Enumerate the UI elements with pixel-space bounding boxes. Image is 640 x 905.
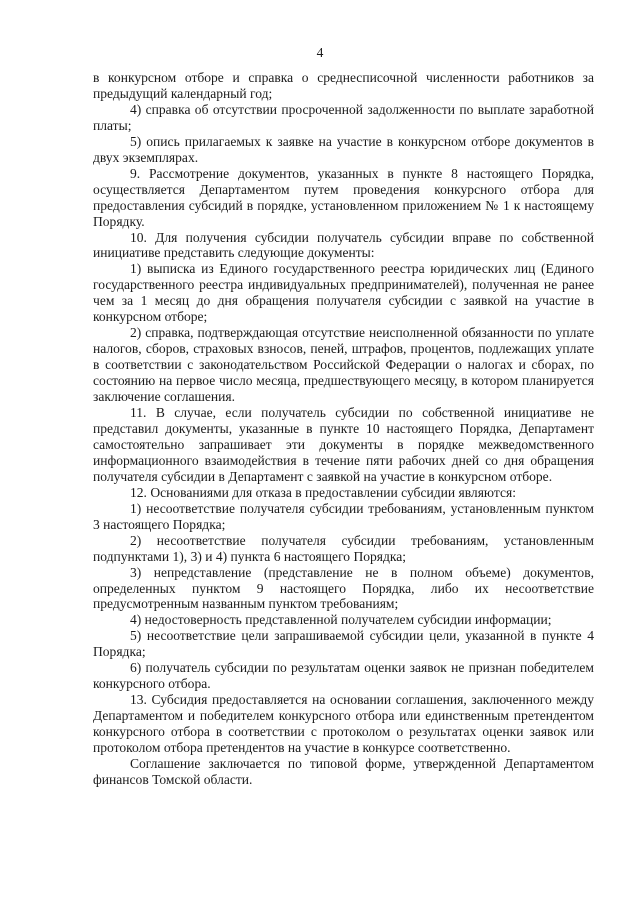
paragraph-clause-12-item-6: 6) получатель субсидии по результатам оценки заявок не признан победителем конкурсного отбора. xyxy=(93,660,594,692)
document-body xyxy=(93,70,594,788)
paragraph-clause-11: 11. В случае, если получатель субсидии по собственной инициативе не представил документы, указанные в пункте 10 настоящего Порядка, Департамент самостоятельно запрашивает эти документы в порядке межведомственного информационного взаимодействия в течение пяти рабочих дней со дня обращения получателя субсидии в Департамент с заявкой на участие в конкурсном отборе. xyxy=(93,405,594,484)
paragraph-clause-13: 13. Субсидия предоставляется на основании соглашения, заключенного между Департаментом и победителем конкурсного отбора или единственным претендентом конкурсного отбора в соответствии с протоколом о результатах оценки заявок или протоколом отбора претендентов на участие в конкурсе соответственно. xyxy=(93,692,594,756)
paragraph-clause-10: 10. Для получения субсидии получатель субсидии вправе по собственной инициативе представить следующие документы: xyxy=(93,229,594,261)
paragraph-item-4: 4) справка об отсутствии просроченной задолженности по выплате заработной платы; xyxy=(93,101,594,133)
paragraph-clause-12-item-4: 4) недостоверность представленной получателем субсидии информации; xyxy=(130,612,552,628)
paragraph-clause-10-item-2: 2) справка, подтверждающая отсутствие неисполненной обязанности по уплате налогов, сборов, страховых взносов, пеней, штрафов, процентов, подлежащих уплате в соответствии с законодательством Российской Федерации о налогах и сборах, по состоянию на первое число месяца, предшествующего месяцу, в котором планируется заключение соглашения. xyxy=(93,325,594,405)
paragraph-clause-12-item-5: 5) несоответствие цели запрашиваемой субсидии цели, указанной в пункте 4 Порядка; xyxy=(93,628,594,660)
paragraph-clause-12-item-3: 3) непредставление (представление не в полном объеме) документов, определенных пунктом 9 настоящего Порядка, либо их несоответствие предусмотренным названным пунктом требованиям; xyxy=(93,564,594,612)
paragraph-agreement-form: Соглашение заключается по типовой форме, утвержденной Департаментом финансов Томской области. xyxy=(93,755,594,787)
paragraph-clause-9: 9. Рассмотрение документов, указанных в пункте 8 настоящего Порядка, осуществляется Департаментом путем проведения конкурсного отбора для предоставления субсидий в порядке, установленном приложением № 1 к настоящему Порядку. xyxy=(93,165,594,229)
paragraph-clause-12: 12. Основаниями для отказа в предоставлении субсидии являются: xyxy=(130,484,516,500)
page-number: 4 xyxy=(316,45,324,60)
paragraph-item-5: 5) опись прилагаемых к заявке на участие в конкурсном отборе документов в двух экземплярах. xyxy=(93,133,594,165)
paragraph-clause-12-item-1: 1) несоответствие получателя субсидии требованиям, установленным пунктом 3 настоящего Порядка; xyxy=(93,500,594,532)
paragraph-continuation: в конкурсном отборе и справка о среднесписочной численности работников за предыдущий календарный год; xyxy=(93,70,594,101)
paragraph-clause-12-item-2: 2) несоответствие получателя субсидии требованиям, установленным подпунктами 1), 3) и 4) пункта 6 настоящего Порядка; xyxy=(93,532,594,564)
paragraph-clause-10-item-1: 1) выписка из Единого государственного реестра юридических лиц (Единого государственного реестра индивидуальных предпринимателей), полученная не ранее чем за 1 месяц до дня обращения получателя субсидии с заявкой на участие в конкурсном отборе; xyxy=(93,261,594,325)
